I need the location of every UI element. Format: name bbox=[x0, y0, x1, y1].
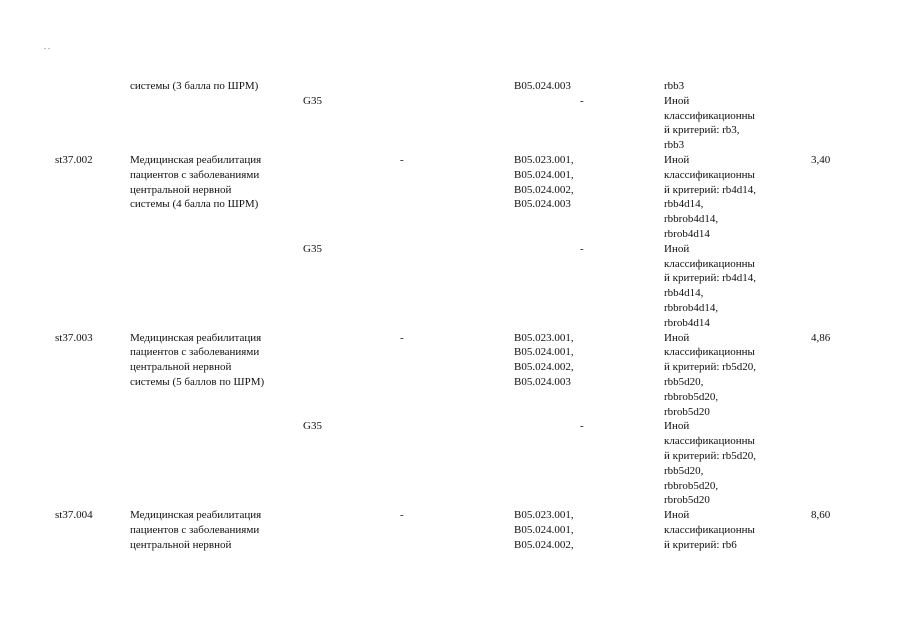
row-coefficient: 3,40 bbox=[811, 153, 831, 166]
row-code: st37.004 bbox=[55, 509, 93, 522]
row-extra: - bbox=[400, 331, 404, 344]
page-corner-mark: . . bbox=[44, 42, 50, 51]
row-diagnosis: G35 bbox=[303, 242, 322, 255]
row-coefficient: 8,60 bbox=[811, 509, 831, 522]
table-row bbox=[0, 94, 905, 153]
table-row bbox=[0, 508, 905, 552]
row-code: st37.002 bbox=[55, 153, 93, 166]
table-row bbox=[0, 419, 905, 508]
table-row bbox=[0, 79, 905, 94]
row-criteria: rbb3 bbox=[664, 80, 685, 92]
tariff-table bbox=[0, 79, 905, 553]
row-coefficient: 4,86 bbox=[811, 331, 831, 344]
row-services: B05.023.001, B05.024.001, B05.024.002, B05.024.003 bbox=[514, 153, 574, 211]
row-services: - bbox=[580, 242, 584, 255]
row-services: - bbox=[580, 94, 584, 107]
row-extra: - bbox=[400, 509, 404, 522]
table-row bbox=[0, 242, 905, 331]
row-criteria: Иной классификационны й критерий: rb5d20, rbb5d20, rbbrob5d20, rbrob5d20 bbox=[664, 420, 757, 507]
row-services: B05.023.001, B05.024.001, B05.024.002, B05.024.003 bbox=[514, 331, 574, 388]
table-row bbox=[0, 153, 905, 242]
row-criteria: Иной классификационны й критерий: rb6 bbox=[664, 509, 755, 551]
row-services: B05.023.001, B05.024.001, B05.024.002, bbox=[514, 509, 574, 551]
row-criteria: Иной классификационны й критерий: rb5d20, rbb5d20, rbbrob5d20, rbrob5d20 bbox=[664, 331, 757, 418]
row-name: системы (3 балла по ШРМ) bbox=[130, 80, 259, 92]
row-code: st37.003 bbox=[55, 331, 93, 344]
row-name: Медицинская реабилитация пациентов с заболеваниями центральной нервной bbox=[130, 509, 262, 551]
table-row bbox=[0, 331, 905, 420]
row-name: Медицинская реабилитация пациентов с заболеваниями центральной нервной системы (4 балла по ШРМ) bbox=[130, 153, 262, 211]
row-services: - bbox=[580, 420, 584, 433]
row-services: B05.024.003 bbox=[514, 80, 571, 92]
row-name: Медицинская реабилитация пациентов с заболеваниями центральной нервной системы (5 баллов по ШРМ) bbox=[130, 331, 265, 388]
row-extra: - bbox=[400, 153, 404, 166]
row-criteria: Иной классификационны й критерий: rb4d14, rbb4d14, rbbrob4d14, rbrob4d14 bbox=[664, 153, 757, 240]
row-criteria: Иной классификационны й критерий: rb4d14, rbb4d14, rbbrob4d14, rbrob4d14 bbox=[664, 242, 757, 329]
row-diagnosis: G35 bbox=[303, 94, 322, 107]
row-diagnosis: G35 bbox=[303, 420, 322, 433]
row-criteria: Иной классификационны й критерий: rb3, rbb3 bbox=[664, 94, 755, 152]
